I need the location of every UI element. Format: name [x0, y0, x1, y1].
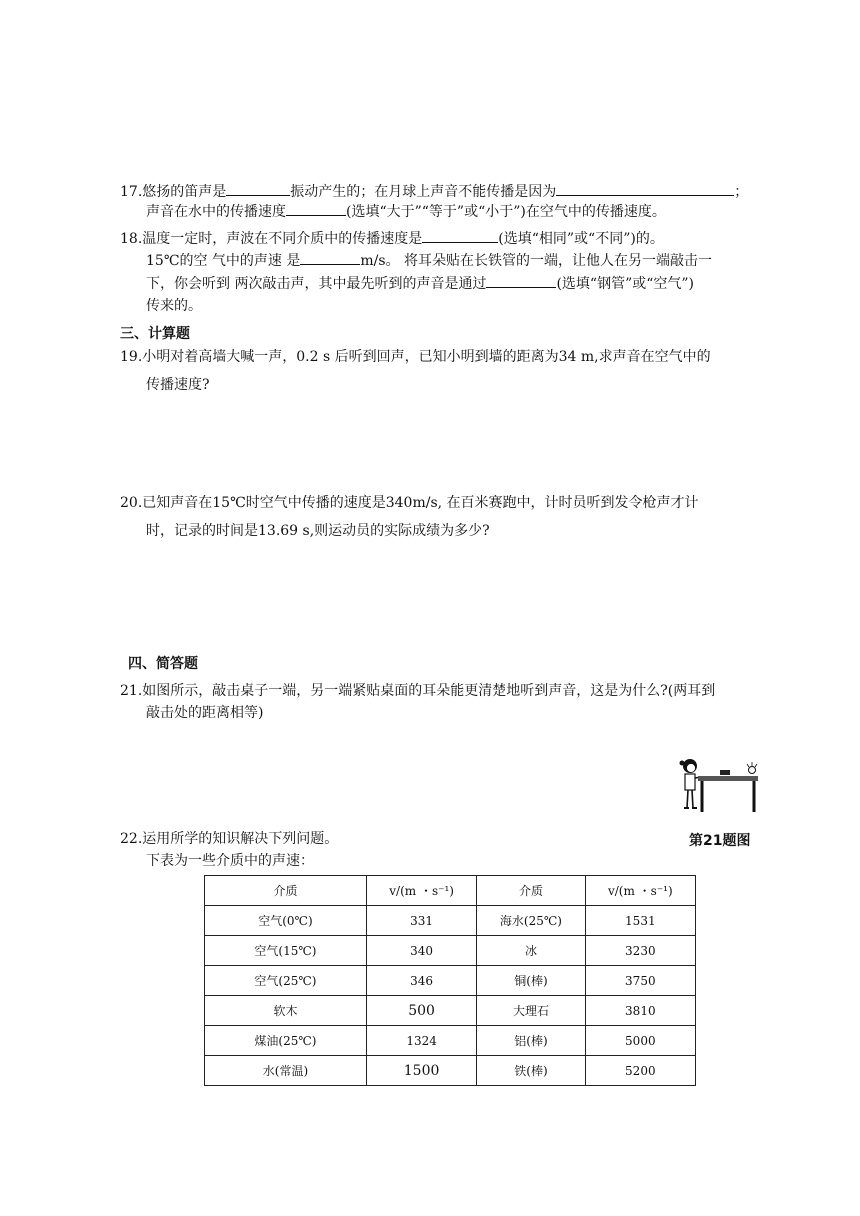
q18-blank-2[interactable]: [300, 250, 360, 265]
q17-blank-2[interactable]: [556, 181, 734, 196]
table-header-row: [205, 876, 696, 906]
table-cell: 1324: [366, 1026, 476, 1056]
header-speed-2: v/(m ・s⁻¹): [585, 876, 695, 906]
q22-line2: 下表为一些介质中的声速：: [146, 853, 314, 869]
table-cell: 3230: [585, 936, 695, 966]
table-cell: 5000: [585, 1026, 695, 1056]
q18-text-c: 15℃的空 气中的声速 是: [146, 253, 301, 269]
table-cell: 铜(棒): [477, 966, 585, 996]
table-row: [205, 1056, 696, 1086]
q20-line2: 时，记录的时间是13.69 s,则运动员的实际成绩为多少?: [146, 523, 490, 539]
table-cell: 3810: [585, 996, 695, 1026]
table-cell: 331: [366, 906, 476, 936]
table-cell: 1500: [366, 1056, 476, 1086]
table-row: [205, 1026, 696, 1056]
table-cell: 346: [366, 966, 476, 996]
q18-line2: [146, 250, 712, 271]
q19-line2: 传播速度?: [146, 377, 210, 393]
section-3-heading: 三、计算题: [120, 326, 190, 342]
q18-line4: 传来的。: [146, 298, 202, 314]
q18-text-d: m/s。 将耳朵贴在长铁管的一端，让他人在另一端敲击一: [360, 253, 713, 269]
q17-text-e: (选填“大于”“等于”或“小于”)在空气中的传播速度。: [346, 204, 666, 220]
q22-line1: 22.运用所学的知识解决下列问题。: [120, 831, 339, 847]
table-cell: 空气(15℃): [205, 936, 367, 966]
table-cell: 冰: [477, 936, 585, 966]
table-cell: 500: [366, 996, 476, 1026]
q17-line2: [146, 201, 666, 222]
q20-line1: 20.已知声音在15℃时空气中传播的速度是340m/s, 在百米赛跑中，计时员听到发令枪声才计: [120, 495, 699, 511]
header-speed-1: v/(m ・s⁻¹): [366, 876, 476, 906]
table-cell: 软木: [205, 996, 367, 1026]
table-cell: 大理石: [477, 996, 585, 1026]
q18-blank-1[interactable]: [422, 228, 498, 243]
q19-line1: 19.小明对着高墙大喊一声，0.2 s 后听到回声，已知小明到墙的距离为34 m,求声音在空气中的: [120, 349, 711, 365]
q18-blank-3[interactable]: [486, 273, 556, 288]
girl-figure: [680, 759, 702, 808]
table-row: [205, 996, 696, 1026]
q17-line1: [120, 181, 748, 202]
table-row: [205, 906, 696, 936]
q17-text-c: ；: [734, 184, 749, 200]
q18-text-a: 18.温度一定时，声波在不同介质中的传播速度是: [120, 231, 423, 247]
table-row: [205, 966, 696, 996]
q17-text-d: 声音在水中的传播速度: [146, 204, 286, 220]
table-figure: [698, 770, 758, 812]
q17-text-a: 17.悠扬的笛声是: [120, 184, 227, 200]
header-medium-1: 介质: [205, 876, 367, 906]
q18-text-e: 下，你会听到 两次敲击声，其中最先听到的声音是通过: [146, 276, 487, 292]
q18-text-f: (选填“钢管”或“空气”): [556, 276, 695, 292]
knocking-hand: [747, 762, 757, 774]
header-medium-2: 介质: [477, 876, 585, 906]
speed-table: [204, 875, 696, 1086]
q18-line3: [146, 273, 694, 294]
table-cell: 空气(25℃): [205, 966, 367, 996]
q21-line2: 敲击处的距离相等): [146, 705, 264, 721]
q17-text-b: 振动产生的；在月球上声音不能传播是因为: [290, 184, 557, 200]
q18-line1: [120, 228, 664, 249]
q17-blank-1[interactable]: [226, 181, 290, 196]
q17-blank-3[interactable]: [286, 201, 346, 216]
table-cell: 340: [366, 936, 476, 966]
q21-figure-illustration: [676, 756, 760, 818]
table-row: [205, 936, 696, 966]
figure-21-caption: 第21题图: [689, 833, 751, 849]
table-cell: 海水(25℃): [477, 906, 585, 936]
table-cell: 空气(0℃): [205, 906, 367, 936]
q18-text-b: (选填“相同”或“不同”)的。: [498, 231, 664, 247]
table-cell: 铝(棒): [477, 1026, 585, 1056]
table-cell: 5200: [585, 1056, 695, 1086]
q21-line1: 21.如图所示，敲击桌子一端，另一端紧贴桌面的耳朵能更清楚地听到声音，这是为什么?(两耳到: [120, 683, 716, 699]
table-cell: 3750: [585, 966, 695, 996]
table-cell: 铁(棒): [477, 1056, 585, 1086]
table-cell: 煤油(25℃): [205, 1026, 367, 1056]
table-cell: 水(常温): [205, 1056, 367, 1086]
section-4-heading: 四、简答题: [128, 656, 198, 672]
table-cell: 1531: [585, 906, 695, 936]
